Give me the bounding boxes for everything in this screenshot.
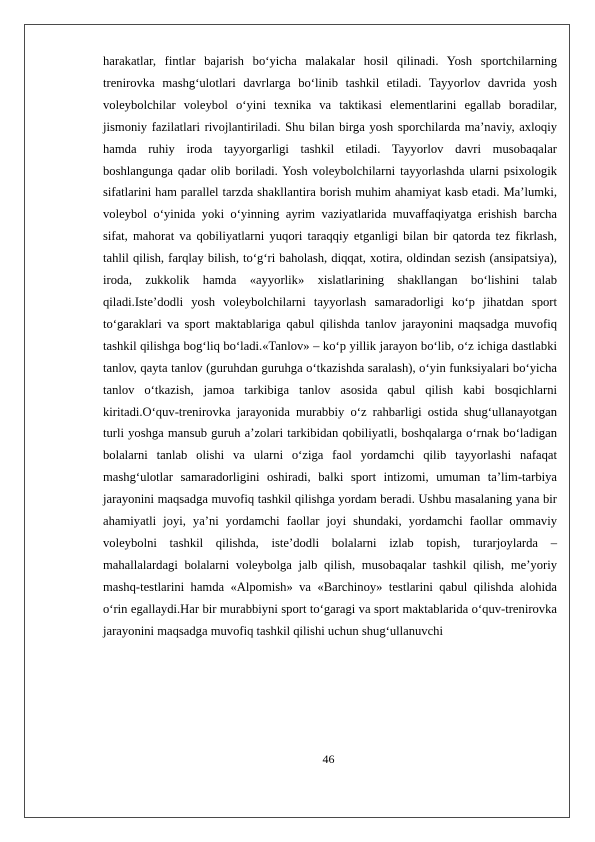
body-paragraph: harakatlar, fintlar bajarish bo‘yicha malakalar hosil qilinadi. Yosh sportchilarning trenirovka mashg‘ulotlari davrlarga bo‘linib tashkil etiladi. Tayyorlov davrida yosh voleybolchilar voleybol o‘yini texnika va taktikasi elementlarini egallab boradilar, jismoniy fazilatlari rivojlantiriladi. Shu bilan birga yosh sporchilarda ma’naviy, axloqiy hamda ruhiy iroda tayyorgarligi tashkil etiladi. Tayyorlov davri musobaqalar boshlangunga qadar olib boriladi. Yosh voleybolchilarni tayyorlashda ularni psixologik sifatlarini ham parallel tarzda shakllantira borish muhim ahamiyat kasb etadi. Ma’lumki, voleybol o‘yinida yoki o‘yinning ayrim vaziyatlarida muvaffaqiyatga erishish barcha sifat, mahorat va qobiliyatlarni yuqori taraqqiy etganligi bilan bir qatorda tez fikrlash, tahlil qilish, farqlay bilish, to‘g‘ri baholash, diqqat, xotira, oldindan sezish (ansipatsiya), iroda, zukkolik hamda «ayyorlik» xislatlarining shakllangan bo‘lishini talab qiladi.Iste’dodli yosh voleybolchilarni tayyorlash samaradorligi ko‘p jihatdan sport to‘garaklari va sport maktablariga qabul qilishda tanlov jarayonini maqsadga muvofiq tashkil qilishga bog‘liq bo‘ladi.«Tanlov» – ko‘p yillik jarayon bo‘lib, o‘z ichiga dastlabki tanlov, qayta tanlov (guruhdan guruhga o‘tkazishda saralash), o‘yin funksiyalari bo‘yicha tanlov o‘tkazish, jamoa tarkibiga tanlov asosida qabul qilish kabi bosqichlarni kiritadi.O‘quv-trenirovka jarayonida murabbiy o‘z rahbarligi ostida shug‘ullanayotgan turli yoshga mansub guruh a’zolari tarkibidan qobiliyatli, boshqalarga o‘rnak bo‘ladigan bolalarni tanlab olishi va ularni o‘ziga faol yordamchi qilib tayyorlashi nafaqat mashg‘ulotlar samaradorligini oshiradi, balki sport intizomi, umuman ta’lim-tarbiya jarayonini maqsadga muvofiq tashkil qilishga yordam beradi. Ushbu masalaning yana bir ahamiyatli joyi, ya’ni yordamchi faollar joyi shundaki, yordamchi faollar ommaviy voleybolni tashkil qilishda, iste’dodli bolalarni izlab topish, turarjoylarda – mahallalardagi bolalarni voleybolga jalb qilish, musobaqalar tashkil qilish, me’yoriy mashq-testlarini hamda «Alpomish» va «Barchinoy» testlarini qabul qilishda alohida o‘rin egallaydi.Har bir murabbiyni sport to‘garagi va sport maktablarida o‘quv-trenirovka jarayonini maqsadga muvofiq tashkil qilishi uchun shug‘ullanuvchi <box>103 54 557 638</box>
page-number: 46 <box>322 752 335 766</box>
